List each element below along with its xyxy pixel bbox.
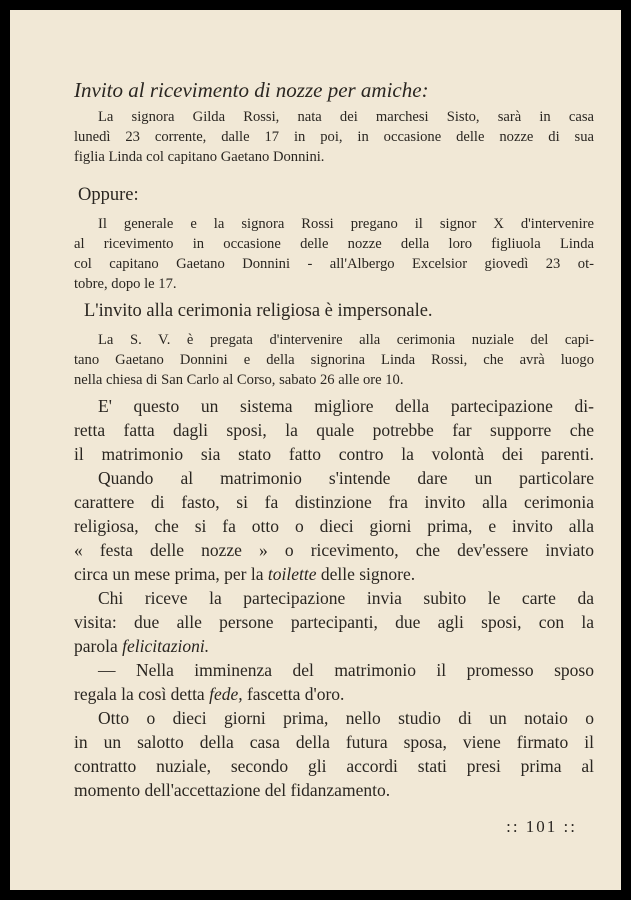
text-line: religiosa, che si fa otto o dieci giorni prima, e invito alla bbox=[74, 516, 594, 536]
body-p3-l1 bbox=[74, 588, 594, 609]
text-line: col capitano Gaetano Donnini - all'Albergo Excelsior giovedì 23 ot- bbox=[74, 256, 594, 272]
text-line: visita: due alle persone partecipanti, due agli sposi, con la bbox=[74, 612, 594, 632]
invitation-example-1-line2 bbox=[74, 129, 594, 146]
body-p5-l3 bbox=[74, 756, 594, 777]
body-p4-l1 bbox=[74, 660, 594, 681]
text-line: il matrimonio sia stato fatto contro la volontà dei parenti. bbox=[74, 444, 594, 464]
invito-religioso-line: L'invito alla cerimonia religiosa è impersonale. bbox=[84, 301, 433, 321]
body-p5-l2 bbox=[74, 732, 594, 753]
text-line: tano Gaetano Donnini e della signorina Linda Rossi, che avrà luogo bbox=[74, 352, 594, 368]
invitation-example-3-line2 bbox=[74, 352, 594, 369]
italic-word-fede: fede, bbox=[209, 684, 243, 704]
text-line: contratto nuziale, secondo gli accordi stati presi prima al bbox=[74, 756, 594, 776]
body-p1-l2 bbox=[74, 420, 594, 441]
text-line: « festa delle nozze » o ricevimento, che dev'essere inviato bbox=[74, 540, 594, 560]
text-line: figlia Linda col capitano Gaetano Donnini. bbox=[74, 149, 325, 165]
text-line: Il generale e la signora Rossi pregano il signor X d'intervenire bbox=[98, 216, 594, 232]
text-line: Quando al matrimonio s'intende dare un particolare bbox=[98, 468, 594, 488]
invitation-example-3 bbox=[74, 332, 594, 349]
text-line: al ricevimento in occasione delle nozze della loro figliuola Linda bbox=[74, 236, 594, 252]
text-span: circa un mese prima, per la bbox=[74, 564, 268, 584]
text-line: Otto o dieci giorni prima, nello studio di un notaio o bbox=[98, 708, 594, 728]
italic-word-toilette: toilette bbox=[267, 564, 317, 584]
text-line: lunedì 23 corrente, dalle 17 in poi, in occasione delle nozze di sua bbox=[74, 129, 594, 145]
text-line: E' questo un sistema migliore della partecipazione di- bbox=[98, 396, 594, 416]
text-line: La signora Gilda Rossi, nata dei marchesi Sisto, sarà in casa bbox=[98, 109, 594, 125]
text-line: nella chiesa di San Carlo al Corso, sabato 26 alle ore 10. bbox=[74, 372, 404, 388]
body-p4-l2 bbox=[74, 684, 344, 705]
body-p2-l5 bbox=[74, 564, 415, 585]
body-p2-l3 bbox=[74, 516, 594, 537]
text-span: parola bbox=[74, 636, 123, 656]
text-span: fascetta d'oro. bbox=[242, 684, 345, 704]
text-span: regala la così detta bbox=[74, 684, 210, 704]
text-line: tobre, dopo le 17. bbox=[74, 276, 177, 292]
body-p5-l4: momento dell'accettazione del fidanzamento. bbox=[74, 780, 391, 800]
italic-word-felicitazioni: felicitazioni. bbox=[122, 636, 210, 656]
body-p3-l2 bbox=[74, 612, 594, 633]
text-line: carattere di fasto, si fa distinzione fra invito alla cerimonia bbox=[74, 492, 594, 512]
body-p2-l1 bbox=[74, 468, 594, 489]
body-p1-l1 bbox=[74, 396, 594, 417]
body-p2-l4 bbox=[74, 540, 594, 561]
invitation-example-1 bbox=[74, 109, 594, 126]
invitation-example-2-line2 bbox=[74, 236, 594, 253]
invitation-example-2 bbox=[74, 216, 594, 233]
text-line: Chi riceve la partecipazione invia subito le carte da bbox=[98, 588, 594, 608]
body-p1-l3 bbox=[74, 444, 594, 465]
body-p2-l2 bbox=[74, 492, 594, 513]
oppure-label: Oppure: bbox=[78, 185, 139, 205]
text-span: delle signore. bbox=[316, 564, 416, 584]
text-line: in un salotto della casa della futura sposa, viene firmato il bbox=[74, 732, 594, 752]
invitation-example-2-line3 bbox=[74, 256, 594, 273]
page-number: :: 101 :: bbox=[506, 817, 577, 836]
section-heading: Invito al ricevimento di nozze per amiche: bbox=[74, 78, 429, 102]
text-line: — Nella imminenza del matrimonio il promesso sposo bbox=[98, 660, 594, 680]
body-p5-l1 bbox=[74, 708, 594, 729]
text-line: La S. V. è pregata d'intervenire alla cerimonia nuziale del capi- bbox=[98, 332, 594, 348]
text-line: retta fatta dagli sposi, la quale potrebbe far supporre che bbox=[74, 420, 594, 440]
body-p3-l3 bbox=[74, 636, 209, 657]
book-page bbox=[10, 10, 621, 890]
